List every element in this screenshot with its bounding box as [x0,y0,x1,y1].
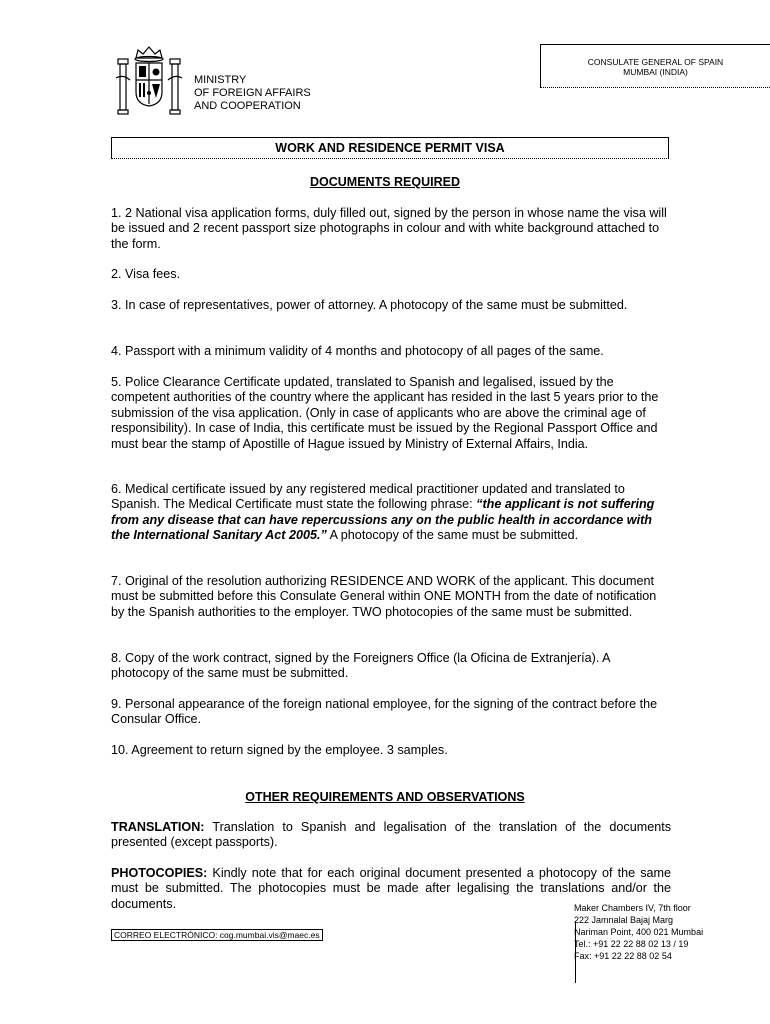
requirement-item-9: 9. Personal appearance of the foreign national employee, for the signing of the contract before the Consular Office. [111,697,658,727]
other-requirements-heading: OTHER REQUIREMENTS AND OBSERVATIONS [245,790,525,804]
item-6-tail: A photocopy of the same must be submitted. [326,528,579,543]
email-address: CORREO ELECTRÓNICO: cog.mumbai.vis@maec.es [111,929,323,941]
documents-required-heading: DOCUMENTS REQUIRED [309,175,460,189]
translation-label: TRANSLATION: [111,820,205,834]
requirement-item-5: 5. Police Clearance Certificate updated, translated to Spanish and legalised, issued by the competent authorities of the country where the applicant has resided in the last 5 years prior to the submission of the visa application. (Only in case of applicants who are above the criminal age of responsibility). In case of India, this certificate must be issued by the Regional Passport Office and must bear the stamp of Apostille of Hague issued by Ministry of External Affairs, India. [111,375,659,451]
item-6-intro: 6. Medical certificate issued by any registered medical practitioner updated and translated to Spanish. The Medical Certificate must state the following phrase: [111,482,625,512]
ministry-line-2: OF FOREIGN AFFAIRS [194,87,311,99]
requirement-item-4: 4. Passport with a minimum validity of 4 months and photocopy of all pages of the same. [111,344,604,358]
requirement-item-3: 3. In case of representatives, power of attorney. A photocopy of the same must be submitted. [111,298,628,312]
item-6-phrase: “the applicant is not suffering from any disease that can have repercussions any on the public health in accordance with the International Sanitary Act 2005.” [111,497,655,543]
spain-coat-of-arms-icon [112,44,186,124]
consulate-city: MUMBAI (INDIA) [623,67,688,77]
telephone: Tel.: +91 22 22 88 02 13 / 19 [574,939,689,949]
requirement-item-1: 1. 2 National visa application forms, duly filled out, signed by the person in whose name the visa will be issued and 2 recent passport size photographs in colour and with white background attached to the form. [111,206,667,251]
ministry-line-1: MINISTRY [194,74,247,86]
fax: Fax: +91 22 22 88 02 54 [574,951,672,961]
consulate-name: CONSULATE GENERAL OF SPAIN [587,57,724,67]
requirement-item-6 [111,482,671,544]
address-line-3: Nariman Point, 400 021 Mumbai [574,927,704,937]
requirement-item-2: 2. Visa fees. [111,267,181,281]
requirement-item-8: 8. Copy of the work contract, signed by the Foreigners Office (la Oficina de Extranjería). A photocopy of the same must be submitted. [111,651,610,681]
translation-note [111,820,671,851]
requirement-item-7: 7. Original of the resolution authorizing RESIDENCE AND WORK of the applicant. This document must be submitted before this Consulate General within ONE MONTH from the date of notification by the Spanish authorities to the employer. TWO photocopies of the same must be submitted. [111,574,657,619]
consulate-header-box [540,44,770,88]
ministry-line-3: AND COOPERATION [194,100,301,112]
ministry-name [194,74,311,113]
address-line-1: Maker Chambers IV, 7th floor [574,903,691,913]
photocopies-text: Kindly note that for each original document presented a photocopy of the same must be submitted. The photocopies must be made after legalising the translations and/or the documents. [111,866,671,911]
translation-text: Translation to Spanish and legalisation of the translation of the documents presented (except passports). [111,820,671,850]
photocopies-label: PHOTOCOPIES: [111,866,208,880]
requirement-item-10: 10. Agreement to return signed by the employee. 3 samples. [111,743,448,757]
address-line-2: 222 Jamnalal Bajaj Marg [574,915,674,925]
document-title: WORK AND RESIDENCE PERMIT VISA [111,137,669,159]
consulate-address [574,902,703,962]
